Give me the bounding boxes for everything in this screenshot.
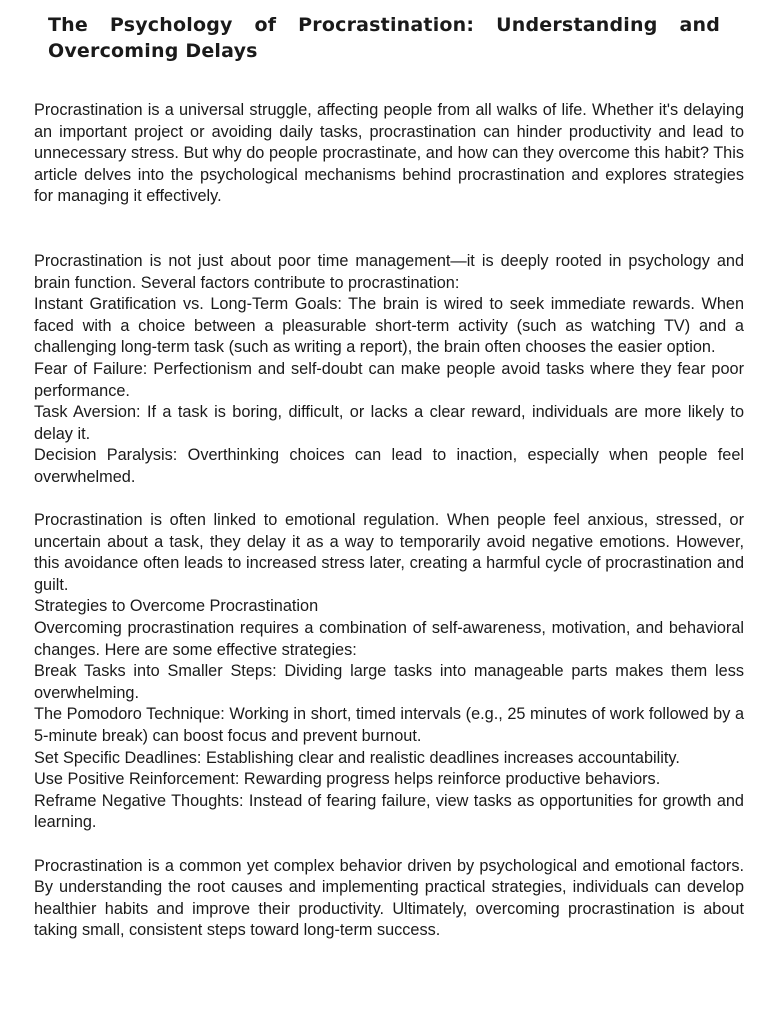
strategies-heading: Strategies to Overcome Procrastination: [34, 597, 319, 616]
article-body: [34, 100, 744, 942]
section-spacer: [34, 489, 744, 511]
emotional-paragraph: Procrastination is often linked to emotional regulation. When people feel anxious, stressed, or uncertain about a task, they delay it as a way to temporarily avoid negative emotions. However, this avoidance often leads to increased stress later, creating a harmful cycle of procrastination and guilt.: [34, 511, 744, 594]
cause-item: Task Aversion: If a task is boring, difficult, or lacks a clear reward, individuals are more likely to delay it.: [34, 403, 744, 443]
strategy-item: Break Tasks into Smaller Steps: Dividing large tasks into manageable parts makes them less overwhelming.: [34, 662, 744, 702]
cause-item: Decision Paralysis: Overthinking choices can lead to inaction, especially when people feel overwhelmed.: [34, 446, 744, 486]
section-spacer: [34, 834, 744, 856]
article-title: The Psychology of Procrastination: Understanding and Overcoming Delays: [48, 14, 720, 62]
strategy-item: Use Positive Reinforcement: Rewarding progress helps reinforce productive behaviors.: [34, 770, 661, 789]
conclusion-paragraph: Procrastination is a common yet complex behavior driven by psychological and emotional factors. By understanding the root causes and implementing practical strategies, individuals can develop healthier habits and improve their productivity. Ultimately, overcoming procrastination is about taking small, consistent steps toward long-term success.: [34, 856, 744, 940]
cause-item: Instant Gratification vs. Long-Term Goals: The brain is wired to seek immediate rewards. When faced with a choice between a pleasurable short-term activity (such as watching TV) and a challenging long-term task (such as writing a report), the brain often chooses the easier option.: [34, 295, 744, 357]
strategy-item: Set Specific Deadlines: Establishing clear and realistic deadlines increases accountability.: [34, 748, 680, 767]
strategy-item: The Pomodoro Technique: Working in short, timed intervals (e.g., 25 minutes of work followed by a 5-minute break) can boost focus and prevent burnout.: [34, 705, 744, 746]
cause-item: Fear of Failure: Perfectionism and self-doubt can make people avoid tasks where they fear poor performance.: [34, 359, 744, 400]
strategies-intro-paragraph: Overcoming procrastination requires a combination of self-awareness, motivation, and behavioral changes. Here are some effective strategies:: [34, 619, 744, 659]
strategy-item: Reframe Negative Thoughts: Instead of fearing failure, view tasks as opportunities for growth and learning.: [34, 791, 744, 832]
intro-paragraph: Procrastination is a universal struggle, affecting people from all walks of life. Whether it's delaying an important project or avoiding daily tasks, procrastination can hinder productivity and lead to unnecessary stress. But why do people procrastinate, and how can they overcome this habit? This article delves into the psychological mechanisms behind procrastination and explores strategies for managing it effectively.: [34, 101, 744, 206]
section-spacer: [34, 208, 744, 251]
causes-intro-paragraph: Procrastination is not just about poor time management—it is deeply rooted in psychology and brain function. Several factors contribute to procrastination:: [34, 251, 744, 292]
